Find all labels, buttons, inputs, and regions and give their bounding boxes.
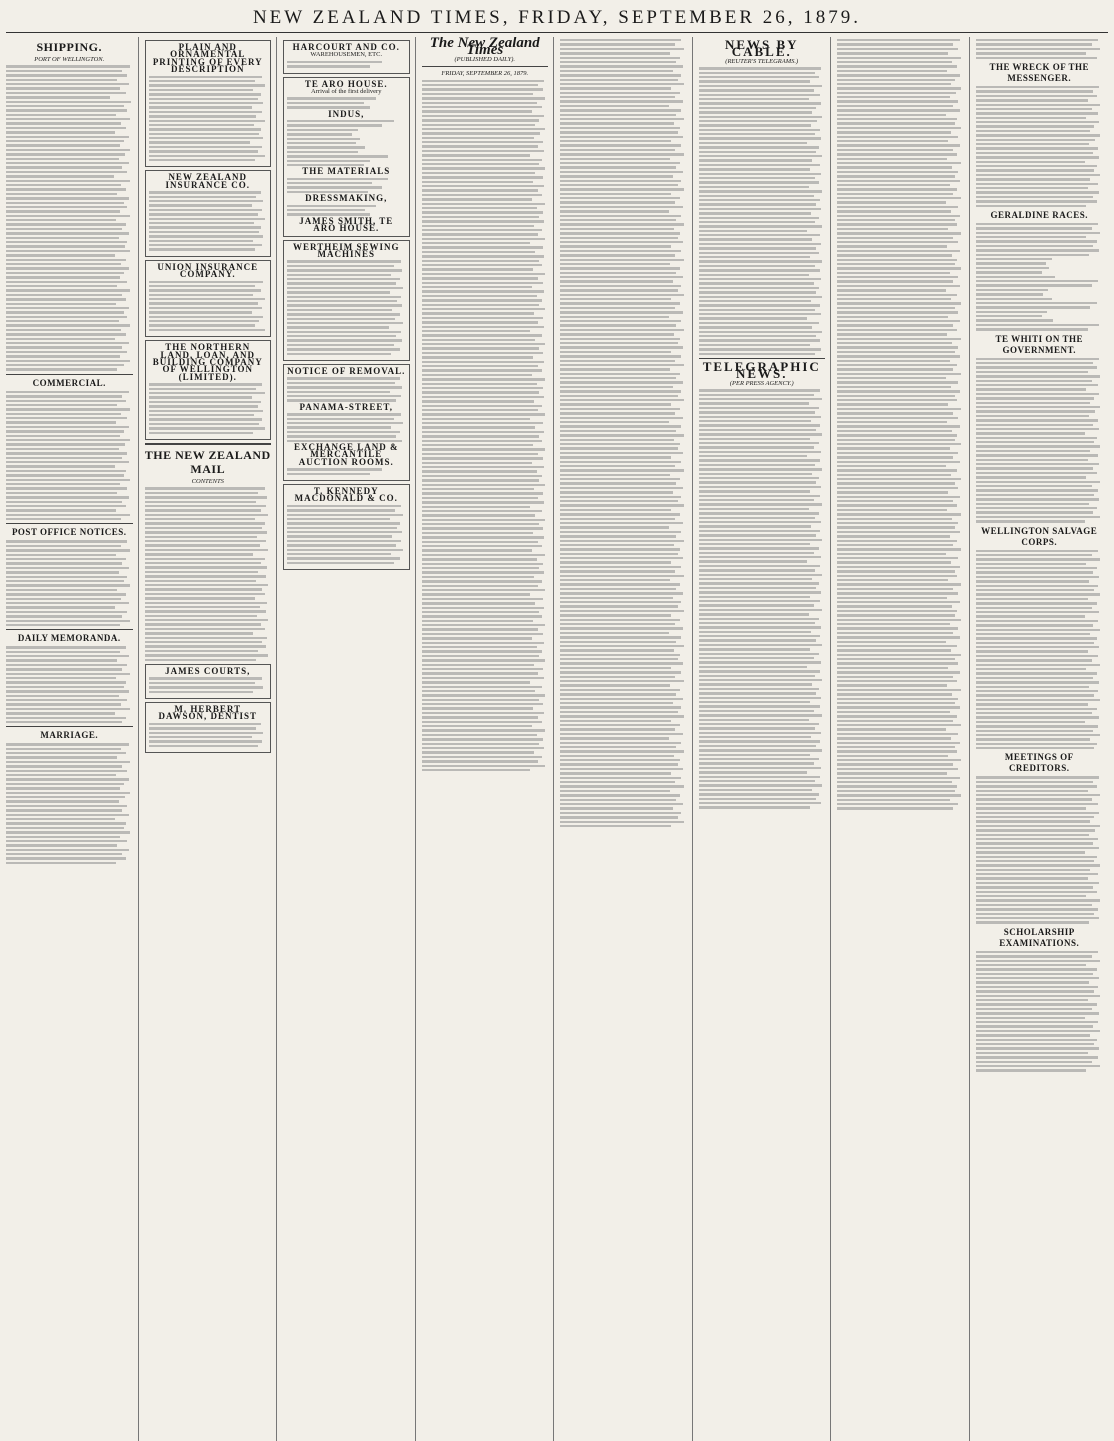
cable-text xyxy=(699,67,826,355)
sewing-machines-advertisement xyxy=(283,240,410,361)
dentist-advertisement xyxy=(145,702,272,753)
building-company-ad-text xyxy=(149,383,268,434)
te-whiti-heading: TE WHITI ON THE GOVERNMENT. xyxy=(995,333,1083,355)
harcourt-ad-subtitle: WAREHOUSEMEN, ETC. xyxy=(310,51,383,59)
insurance-ad-text xyxy=(149,191,268,250)
creditors-text xyxy=(976,776,1104,923)
harcourt-advertisement xyxy=(283,40,410,74)
telegraphic-continued-text xyxy=(837,39,964,810)
geraldine-text xyxy=(976,223,1104,331)
removal-ad-text xyxy=(287,377,406,401)
te-aro-ad-subtitle: Arrival of the first delivery xyxy=(311,88,382,95)
column-1 xyxy=(6,37,139,1441)
column-2 xyxy=(145,37,278,1441)
materials-ad-text xyxy=(287,178,406,194)
shipping-heading: SHIPPING. xyxy=(36,40,102,54)
te-aro-ad-title: TE ARO HOUSE. xyxy=(304,78,388,89)
james-smith-ad-title: JAMES SMITH, TE ARO HOUSE. xyxy=(299,215,394,234)
divider xyxy=(6,629,133,630)
indus-ad-title: INDUS, xyxy=(328,108,365,119)
dentist-ad-text xyxy=(149,723,268,747)
creditors-heading: MEETINGS OF CREDITORS. xyxy=(1004,752,1074,774)
commercial-text xyxy=(6,391,133,521)
auction-rooms-ad-title: EXCHANGE LAND & MERCANTILE AUCTION ROOMS. xyxy=(293,441,399,467)
printing-ad-title: PLAIN AND ORNAMENTAL PRINTING OF EVERY DESCRIPTION xyxy=(152,42,263,75)
te-aro-house-advertisement xyxy=(283,77,410,237)
insurance-advertisement xyxy=(145,170,272,256)
divider xyxy=(6,374,133,375)
cable-subheading: (REUTER'S TELEGRAMS.) xyxy=(725,57,799,65)
sewing-machines-ad-title: WERTHEIM SEWING MACHINES xyxy=(293,241,400,260)
divider xyxy=(145,443,272,445)
harcourt-ad-text xyxy=(287,61,406,68)
harcourt-ad-title: HARCOURT AND CO. xyxy=(292,42,400,52)
dressmaking-ad-text xyxy=(287,205,406,216)
geraldine-heading: GERALDINE RACES. xyxy=(990,209,1089,220)
telegraphic-subheading: (PER PRESS AGENCY.) xyxy=(729,379,794,387)
post-office-heading: POST OFFICE NOTICES. xyxy=(11,527,127,538)
post-office-text xyxy=(6,540,133,626)
panama-street-ad-text xyxy=(287,413,406,442)
removal-ad-title: NOTICE OF REMOVAL. xyxy=(287,366,406,377)
dressmaking-ad-title: DRESSMAKING, xyxy=(305,193,388,204)
union-insurance-advertisement xyxy=(145,260,272,338)
macdonald-ad-title: T. KENNEDY MACDONALD & CO. xyxy=(294,485,398,504)
memoranda-text xyxy=(6,646,133,723)
column-3 xyxy=(283,37,416,1441)
indus-ad-text xyxy=(287,120,406,166)
courts-ad-title: JAMES COURTS, xyxy=(165,665,251,676)
commercial-heading: COMMERCIAL. xyxy=(32,377,106,388)
sewing-machines-ad-text xyxy=(287,260,406,355)
divider xyxy=(422,66,549,67)
removal-advertisement xyxy=(283,364,410,481)
column-6 xyxy=(699,37,832,1441)
salvage-text xyxy=(976,550,1104,750)
telegraphic-text xyxy=(699,389,826,809)
port-subheading: PORT OF WELLINGTON. xyxy=(34,56,105,63)
te-whiti-text xyxy=(976,358,1104,523)
building-company-advertisement xyxy=(145,340,272,440)
mail-heading: THE NEW ZEALAND MAIL xyxy=(144,447,271,476)
scholarship-text xyxy=(976,951,1104,1072)
editorial-subtitle: (PUBLISHED DAILY). xyxy=(454,55,516,63)
union-insurance-ad-text xyxy=(149,281,268,332)
printing-ad-text xyxy=(149,76,268,162)
column-8 xyxy=(976,37,1109,1441)
editorial-text xyxy=(422,80,549,772)
column-5 xyxy=(560,37,693,1441)
scholarship-heading: SCHOLARSHIP EXAMINATIONS. xyxy=(999,926,1080,948)
memoranda-heading: DAILY MEMORANDA. xyxy=(17,633,121,644)
panama-street-ad-title: PANAMA-STREET, xyxy=(299,401,393,412)
column-7 xyxy=(837,37,970,1441)
auction-rooms-ad-text xyxy=(287,468,406,475)
wreck-text xyxy=(976,86,1104,207)
marriage-heading: MARRIAGE. xyxy=(40,730,99,741)
editorial-title: The New Zealand Times xyxy=(429,37,540,59)
editorial-dateline: FRIDAY, SEPTEMBER 26, 1879. xyxy=(441,70,529,78)
columns xyxy=(6,37,1108,1441)
shipping-text xyxy=(6,65,133,370)
materials-ad-title: THE MATERIALS xyxy=(302,166,391,177)
printing-advertisement xyxy=(145,40,272,167)
contents-subheading: CONTENTS xyxy=(191,477,224,485)
te-aro-ad-text xyxy=(287,97,406,108)
building-company-ad-title: THE NORTHERN LAND, LOAN, AND BUILDING COMPANY OF WELLINGTON (LIMITED). xyxy=(152,342,263,382)
top-text xyxy=(976,39,1104,59)
insurance-ad-title: NEW ZEALAND INSURANCE CO. xyxy=(165,172,250,190)
cable-heading: NEWS BY CABLE. xyxy=(724,37,799,60)
column-4 xyxy=(422,37,555,1441)
divider xyxy=(6,726,133,727)
wreck-heading: THE WRECK OF THE MESSENGER. xyxy=(989,61,1090,83)
telegraphic-heading: TELEGRAPHIC NEWS. xyxy=(702,359,821,382)
dentist-ad-title: M. HERBERT DAWSON, DENTIST xyxy=(158,703,258,722)
macdonald-advertisement xyxy=(283,484,410,570)
courts-advertisement xyxy=(145,664,272,699)
divider xyxy=(6,523,133,524)
masthead: NEW ZEALAND TIMES, FRIDAY, SEPTEMBER 26, 1879. xyxy=(6,6,1108,33)
salvage-heading: WELLINGTON SALVAGE CORPS. xyxy=(981,525,1098,547)
news-text xyxy=(560,39,687,827)
marriage-text xyxy=(6,743,133,864)
courts-ad-text xyxy=(149,677,268,693)
contents-list xyxy=(145,487,272,661)
union-insurance-ad-title: UNION INSURANCE COMPANY. xyxy=(157,261,259,280)
macdonald-ad-text xyxy=(287,505,406,564)
